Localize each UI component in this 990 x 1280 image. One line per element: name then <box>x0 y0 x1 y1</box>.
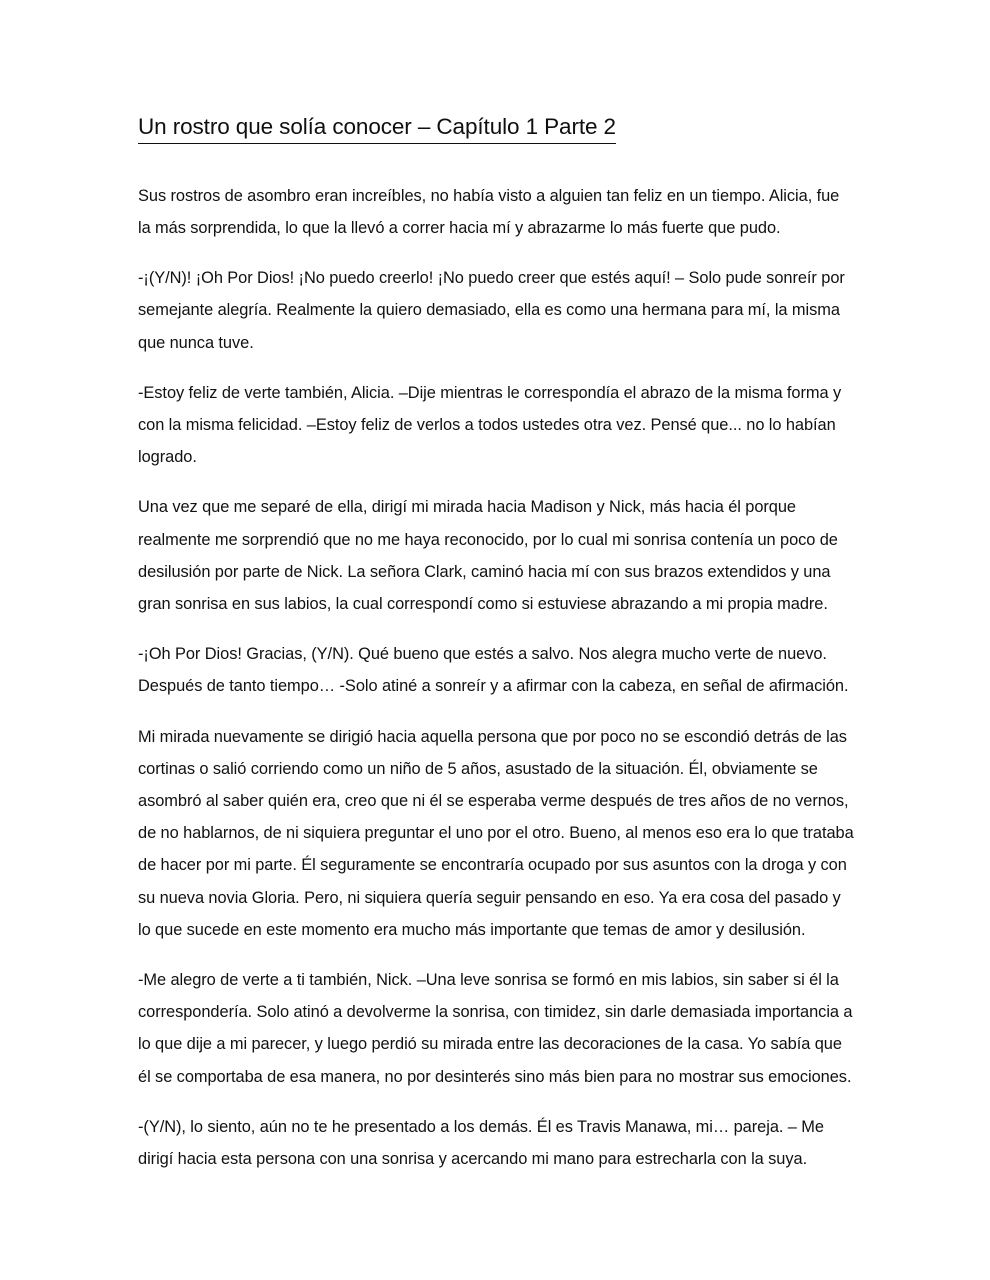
paragraph-7: -Me alegro de verte a ti también, Nick. –Una leve sonrisa se formó en mis labios, sin saber si él la correspondería. Solo atinó a devolverme la sonrisa, con timidez, sin darle demasiada importancia a lo que dije a mi parecer, y luego perdió su mirada entre las decoraciones de la casa. Yo sabía que él se comportaba de esa manera, no por desinterés sino más bien para no mostrar sus emociones. <box>138 971 853 1086</box>
paragraph-3: -Estoy feliz de verte también, Alicia. –Dije mientras le correspondía el abrazo de la misma forma y con la misma felicidad. –Estoy feliz de verlos a todos ustedes otra vez. Pensé que... no lo habían logrado. <box>138 383 842 467</box>
paragraph-4: Una vez que me separé de ella, dirigí mi mirada hacia Madison y Nick, más hacia él porque realmente me sorprendió que no me haya reconocido, por lo cual mi sonrisa contenía un poco de desilusión por parte de Nick. La señora Clark, caminó hacia mí con sus brazos extendidos y una gran sonrisa en sus labios, la cual correspondí como si estuviese abrazando a mi propia madre. <box>138 498 838 614</box>
paragraph-5: -¡Oh Por Dios! Gracias, (Y/N). Qué bueno que estés a salvo. Nos alegra mucho verte de nuevo. Después de tanto tiempo… -Solo atiné a sonreír y a afirmar con la cabeza, en señal de afirmación. <box>138 645 849 696</box>
paragraph-1: Sus rostros de asombro eran increíbles, no había visto a alguien tan feliz en un tiempo. Alicia, fue la más sorprendida, lo que la llevó a correr hacia mí y abrazarme lo más fuerte que pudo. <box>138 186 840 237</box>
paragraph-2: -¡(Y/N)! ¡Oh Por Dios! ¡No puedo creerlo! ¡No puedo creer que estés aquí! – Solo pude sonreír por semejante alegría. Realmente la quiero demasiado, ella es como una hermana para mí, la misma que nunca tuve. <box>138 269 845 352</box>
title-row <box>138 113 856 163</box>
paragraph-8: -(Y/N), lo siento, aún no te he presentado a los demás. Él es Travis Manawa, mi… pareja. – Me dirigí hacia esta persona con una sonrisa y acercando mi mano para estrecharla con la suya. <box>138 1117 824 1169</box>
paragraph-6: Mi mirada nuevamente se dirigió hacia aquella persona que por poco no se escondió detrás de las cortinas o salió corriendo como un niño de 5 años, asustado de la situación. Él, obviamente se asombró al saber quién era, creo que ni él se esperaba verme después de tres años de no vernos, de no hablarnos, de ni siquiera preguntar el uno por el otro. Bueno, al menos eso era lo que trataba de hacer por mi parte. Él seguramente se encontraría ocupado por sus asuntos con la droga y con su nueva novia Gloria. Pero, ni siquiera quería seguir pensando en eso. Ya era cosa del pasado y lo que sucede en este momento era mucho más importante que temas de amor y desilusión. <box>138 727 854 939</box>
page-title: Un rostro que solía conocer – Capítulo 1 Parte 2 <box>138 113 616 144</box>
